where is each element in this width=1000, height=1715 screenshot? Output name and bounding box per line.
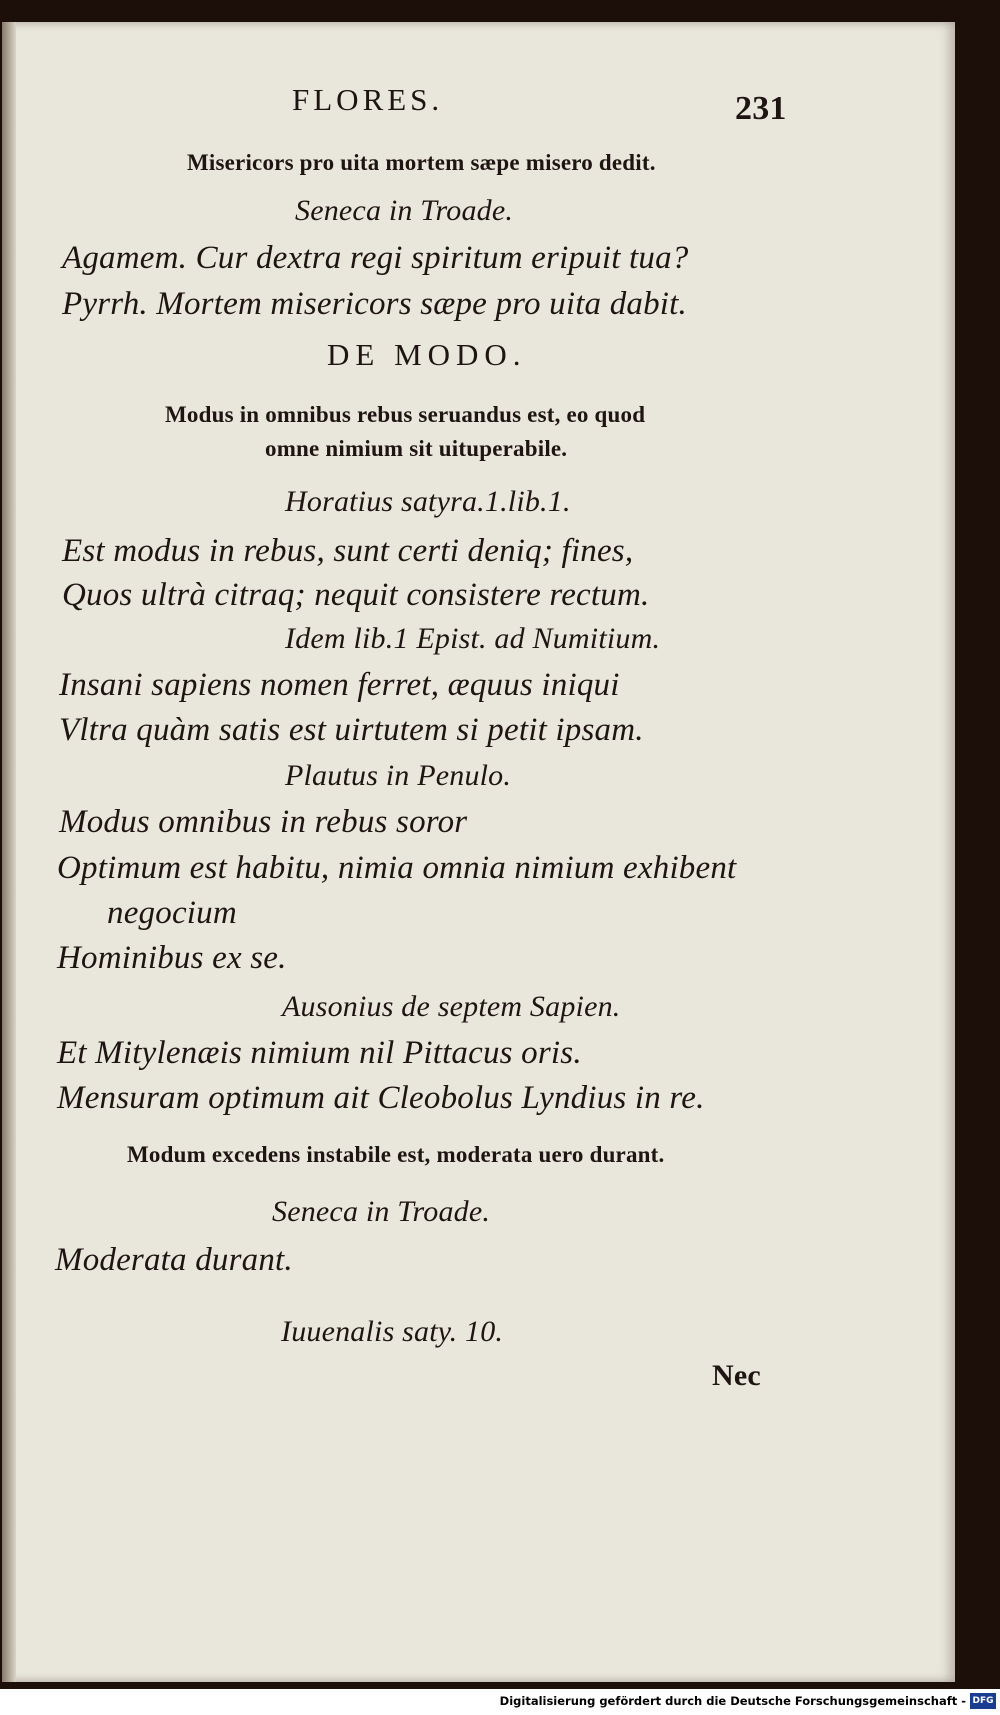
funding-credit: Digitalisierung gefördert durch die Deutsche Forschungsgemeinschaft - (499, 1694, 966, 1708)
verse-line: Moderata durant. (55, 1242, 293, 1278)
verse-line: Hominibus ex se. (57, 940, 287, 976)
book-page (2, 22, 955, 1682)
lemma-line: omne nimium sit uituperabile. (265, 436, 568, 461)
verse-line: Quos ultrà citraq; nequit consistere rectum. (62, 577, 650, 613)
verse-line: Modus omnibus in rebus soror (59, 804, 468, 840)
verse-line: Est modus in rebus, sunt certi deniq; fines, (62, 533, 634, 569)
page-gutter (2, 22, 16, 1682)
source-line: Idem lib.1 Epist. ad Numitium. (285, 622, 661, 655)
source-line: Iuuenalis saty. 10. (281, 1315, 504, 1348)
lemma-line: Modus in omnibus rebus seruandus est, eo quod (165, 402, 646, 427)
verse-line: negocium (107, 895, 237, 931)
lemma-line: Misericors pro uita mortem sæpe misero dedit. (187, 150, 656, 175)
verse-line: Mensuram optimum ait Cleobolus Lyndius in re. (57, 1080, 705, 1116)
source-line: Plautus in Penulo. (285, 759, 512, 792)
section-heading: DE MODO. (327, 337, 527, 372)
source-line: Seneca in Troade. (272, 1195, 491, 1228)
source-line: Seneca in Troade. (295, 194, 514, 227)
lemma-line: Modum excedens instabile est, moderata uero durant. (127, 1142, 665, 1167)
page-number: 231 (735, 90, 787, 127)
verse-line: Optimum est habitu, nimia omnia nimium exhibent (57, 850, 737, 886)
verse-line: Vltra quàm satis est uirtutem si petit ipsam. (59, 712, 644, 748)
source-line: Ausonius de septem Sapien. (282, 990, 621, 1023)
verse-line: Insani sapiens nomen ferret, æquus iniqui (59, 667, 620, 703)
verse-line: Pyrrh. Mortem misericors sæpe pro uita dabit. (62, 286, 687, 322)
dfg-logo-icon: DFG (970, 1693, 996, 1709)
catchword: Nec (712, 1359, 761, 1392)
digitization-footer (0, 1689, 1000, 1715)
running-head: FLORES. (292, 82, 444, 117)
source-line: Horatius satyra.1.lib.1. (285, 485, 571, 518)
verse-line: Et Mitylenæis nimium nil Pittacus oris. (57, 1035, 582, 1071)
verse-line: Agamem. Cur dextra regi spiritum eripuit tua? (62, 240, 689, 276)
